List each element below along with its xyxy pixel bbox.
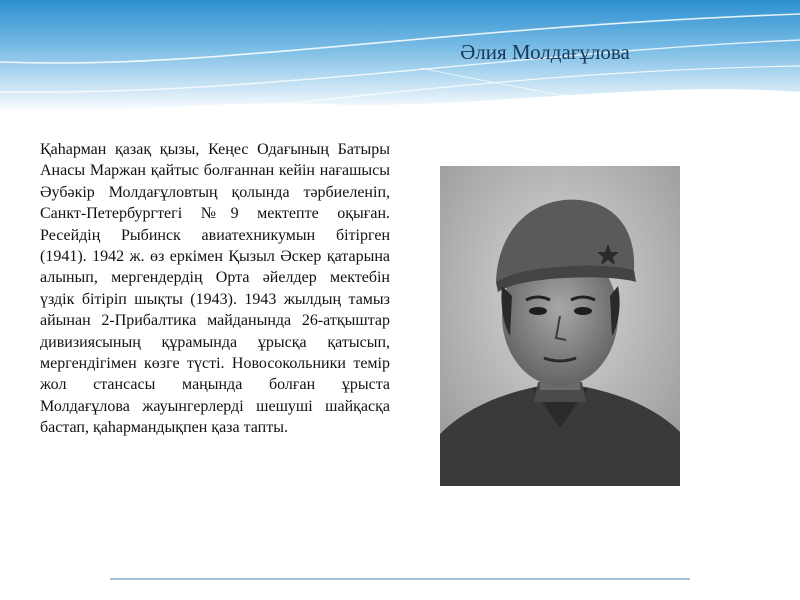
portrait-icon — [440, 166, 680, 486]
slide-body-text: Қаһарман қазақ қызы, Кеңес Одағының Батыры Анасы Маржан қайтыс болғаннан кейін нағашысы Әубәкір Молдағұловтың қолында тәрбиеленіп, Санкт-Петербургтегі №9 мектепте оқыған. Ресейдің Рыбинск авиатехникумын бітірген (1941). 1942 ж. өз еркімен Қызыл Әскер қатарына алынып, мергендердің Орта әйелдер мектебін үздік бітіріп шықты (1943). 1943 жылдың тамыз айынан 2-Прибалтика майданында 26-атқыштар дивизиясының құрамында ұрысқа қатысып, мергендігімен көзге түсті. Новосокольники темір жол стансасы маңында болған ұрыста Молдағұлова жауынгерлерді шешуші шайқасқа бастап, қаһармандықпен қаза тапты. — [40, 141, 390, 437]
bottom-rule — [110, 578, 690, 580]
header-wave-background — [0, 0, 800, 140]
slide-title: Әлия Молдағұлова — [460, 40, 630, 64]
portrait-photo — [440, 166, 680, 486]
